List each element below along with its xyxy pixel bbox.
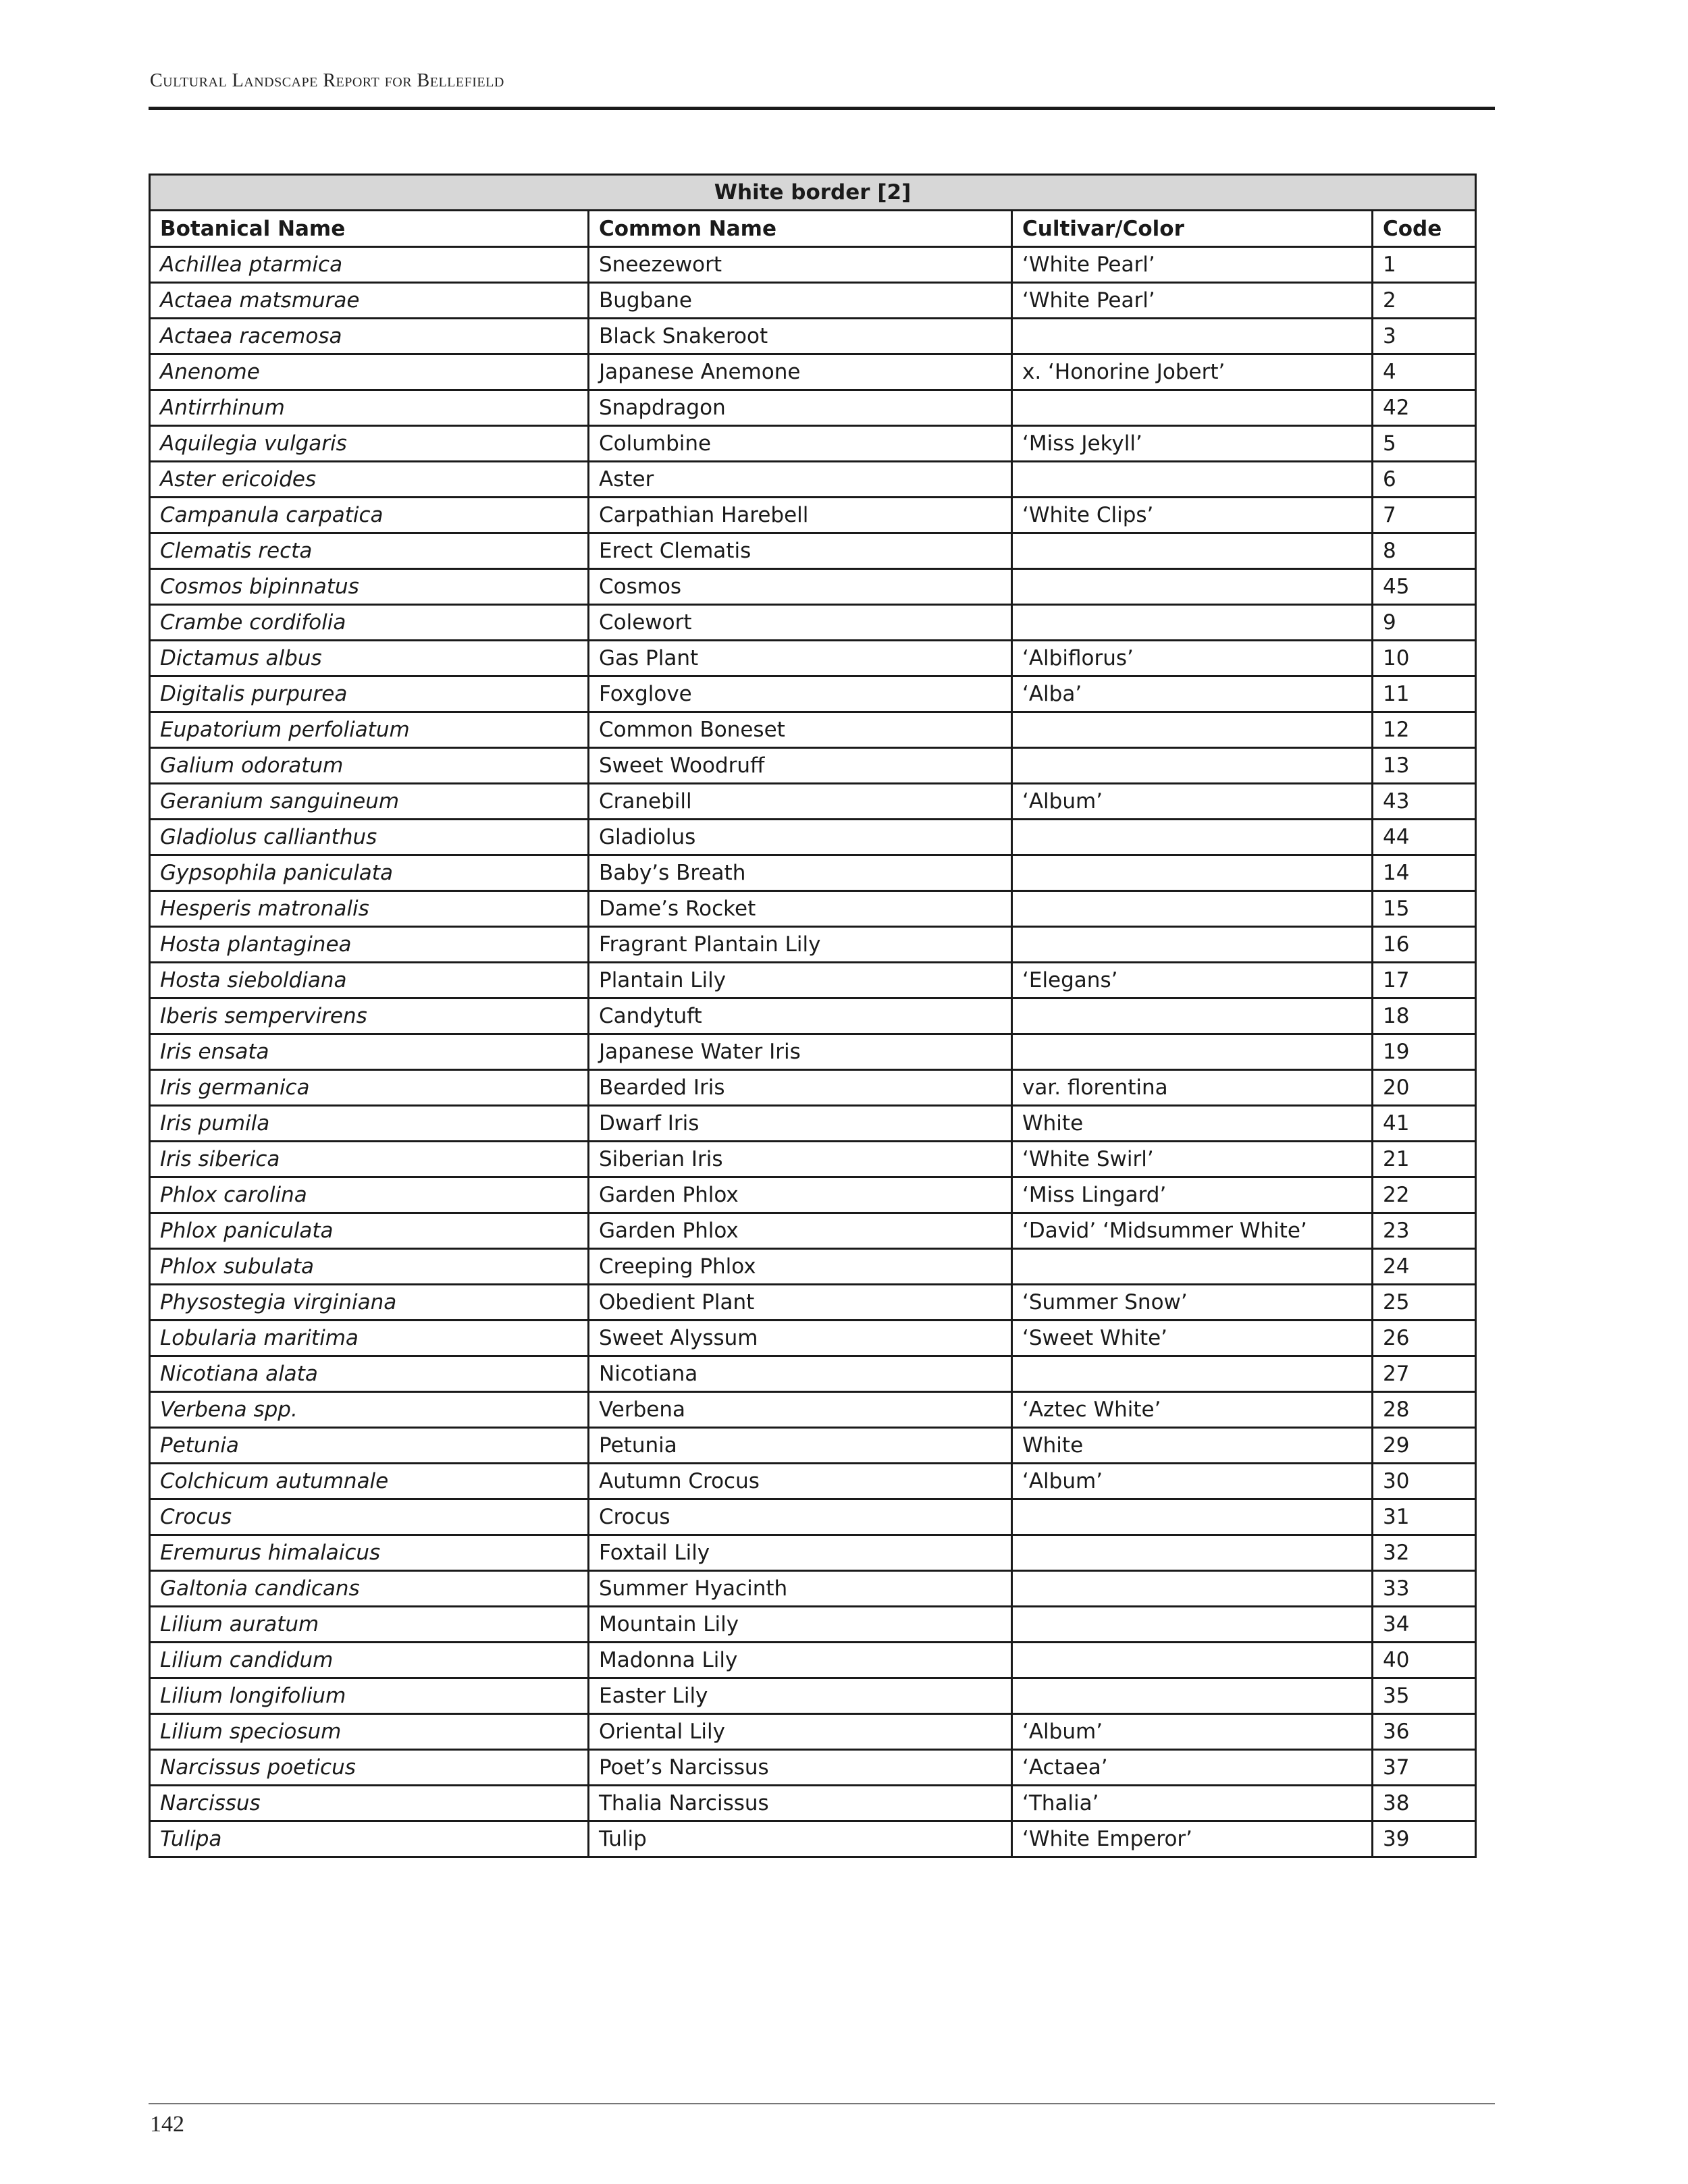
cell-botanical-name: Aquilegia vulgaris [150,426,589,462]
table-row [150,1643,1476,1678]
table-row [150,998,1476,1034]
cell-botanical-name: Aster ericoides [150,462,589,498]
cell-common-name: Siberian Iris [589,1142,1012,1177]
cell-cultivar [1012,891,1373,927]
table-row [150,1607,1476,1643]
cell-botanical-name: Eupatorium perfoliatum [150,712,589,748]
cell-common-name: Dwarf Iris [589,1106,1012,1142]
column-header-row [150,211,1476,247]
cell-common-name: Baby’s Breath [589,855,1012,891]
table-row [150,748,1476,784]
cell-common-name: Crocus [589,1499,1012,1535]
cell-botanical-name: Galtonia candicans [150,1571,589,1607]
cell-cultivar: ‘Actaea’ [1012,1750,1373,1786]
table-row [150,855,1476,891]
cell-botanical-name: Iris germanica [150,1070,589,1106]
cell-common-name: Gas Plant [589,641,1012,676]
cell-cultivar [1012,820,1373,855]
cell-botanical-name: Iris siberica [150,1142,589,1177]
table-row [150,1034,1476,1070]
table-row [150,498,1476,533]
cell-common-name: Common Boneset [589,712,1012,748]
cell-cultivar [1012,462,1373,498]
cell-common-name: Cosmos [589,569,1012,605]
cell-code: 25 [1373,1285,1476,1321]
cell-code: 29 [1373,1428,1476,1464]
cell-common-name: Bugbane [589,283,1012,319]
table-row [150,676,1476,712]
cell-cultivar: White [1012,1106,1373,1142]
cell-botanical-name: Lobularia maritima [150,1321,589,1356]
table-row [150,1499,1476,1535]
cell-botanical-name: Crambe cordifolia [150,605,589,641]
cell-code: 41 [1373,1106,1476,1142]
cell-botanical-name: Eremurus himalaicus [150,1535,589,1571]
footer-rule [149,2103,1495,2104]
cell-cultivar: ‘Album’ [1012,1714,1373,1750]
cell-cultivar [1012,748,1373,784]
cell-common-name: Erect Clematis [589,533,1012,569]
cell-cultivar [1012,569,1373,605]
cell-cultivar [1012,533,1373,569]
cell-common-name: Colewort [589,605,1012,641]
table-row [150,1321,1476,1356]
cell-code: 16 [1373,927,1476,963]
cell-botanical-name: Hesperis matronalis [150,891,589,927]
cell-code: 15 [1373,891,1476,927]
table-row [150,283,1476,319]
cell-common-name: Oriental Lily [589,1714,1012,1750]
cell-code: 11 [1373,676,1476,712]
cell-botanical-name: Geranium sanguineum [150,784,589,820]
cell-code: 14 [1373,855,1476,891]
table-row [150,462,1476,498]
cell-cultivar [1012,390,1373,426]
cell-cultivar: ‘White Clips’ [1012,498,1373,533]
cell-code: 22 [1373,1177,1476,1213]
table-row [150,1177,1476,1213]
cell-code: 8 [1373,533,1476,569]
cell-cultivar [1012,1499,1373,1535]
cell-botanical-name: Colchicum autumnale [150,1464,589,1499]
cell-cultivar [1012,1607,1373,1643]
cell-cultivar: ‘White Emperor’ [1012,1821,1373,1857]
cell-botanical-name: Phlox carolina [150,1177,589,1213]
table-title: White border [2] [150,175,1476,211]
table-row [150,1714,1476,1750]
table-row [150,1786,1476,1821]
cell-botanical-name: Actaea racemosa [150,319,589,354]
cell-code: 43 [1373,784,1476,820]
cell-code: 24 [1373,1249,1476,1285]
cell-code: 18 [1373,998,1476,1034]
cell-botanical-name: Gladiolus callianthus [150,820,589,855]
cell-common-name: Thalia Narcissus [589,1786,1012,1821]
cell-code: 45 [1373,569,1476,605]
column-header-cultivar: Cultivar/Color [1012,211,1373,247]
table-row [150,784,1476,820]
cell-botanical-name: Achillea ptarmica [150,247,589,283]
cell-cultivar: ‘Albiflorus’ [1012,641,1373,676]
cell-common-name: Black Snakeroot [589,319,1012,354]
cell-cultivar [1012,1678,1373,1714]
running-head: Cultural Landscape Report for Bellefield [150,70,504,91]
cell-botanical-name: Campanula carpatica [150,498,589,533]
cell-code: 23 [1373,1213,1476,1249]
cell-cultivar: ‘David’ ‘Midsummer White’ [1012,1213,1373,1249]
cell-botanical-name: Clematis recta [150,533,589,569]
cell-code: 12 [1373,712,1476,748]
cell-common-name: Dame’s Rocket [589,891,1012,927]
cell-cultivar [1012,855,1373,891]
cell-common-name: Autumn Crocus [589,1464,1012,1499]
table-row [150,927,1476,963]
cell-common-name: Bearded Iris [589,1070,1012,1106]
cell-cultivar [1012,1535,1373,1571]
cell-code: 5 [1373,426,1476,462]
cell-code: 4 [1373,354,1476,390]
table-row [150,390,1476,426]
cell-code: 36 [1373,1714,1476,1750]
table-row [150,1213,1476,1249]
cell-common-name: Japanese Water Iris [589,1034,1012,1070]
cell-botanical-name: Antirrhinum [150,390,589,426]
cell-common-name: Foxtail Lily [589,1535,1012,1571]
cell-code: 35 [1373,1678,1476,1714]
cell-botanical-name: Tulipa [150,1821,589,1857]
cell-cultivar: ‘Alba’ [1012,676,1373,712]
cell-code: 40 [1373,1643,1476,1678]
cell-common-name: Nicotiana [589,1356,1012,1392]
table-row [150,533,1476,569]
cell-code: 37 [1373,1750,1476,1786]
table-row [150,1821,1476,1857]
cell-cultivar [1012,1356,1373,1392]
cell-code: 6 [1373,462,1476,498]
table-row [150,1428,1476,1464]
column-header-common: Common Name [589,211,1012,247]
cell-common-name: Obedient Plant [589,1285,1012,1321]
cell-common-name: Plantain Lily [589,963,1012,998]
cell-common-name: Foxglove [589,676,1012,712]
column-header-botanical: Botanical Name [150,211,589,247]
table-row [150,354,1476,390]
cell-botanical-name: Lilium candidum [150,1643,589,1678]
cell-common-name: Creeping Phlox [589,1249,1012,1285]
cell-code: 31 [1373,1499,1476,1535]
column-header-code: Code [1373,211,1476,247]
cell-common-name: Tulip [589,1821,1012,1857]
cell-code: 28 [1373,1392,1476,1428]
cell-code: 20 [1373,1070,1476,1106]
table-body [150,247,1476,1857]
cell-code: 2 [1373,283,1476,319]
cell-cultivar: ‘Miss Jekyll’ [1012,426,1373,462]
cell-code: 3 [1373,319,1476,354]
cell-botanical-name: Physostegia virginiana [150,1285,589,1321]
table-row [150,1356,1476,1392]
cell-common-name: Aster [589,462,1012,498]
cell-common-name: Sneezewort [589,247,1012,283]
cell-botanical-name: Phlox paniculata [150,1213,589,1249]
cell-common-name: Snapdragon [589,390,1012,426]
cell-cultivar: ‘Album’ [1012,784,1373,820]
cell-cultivar: ‘Miss Lingard’ [1012,1177,1373,1213]
table-row [150,1464,1476,1499]
cell-botanical-name: Verbena spp. [150,1392,589,1428]
table-row [150,1249,1476,1285]
cell-common-name: Petunia [589,1428,1012,1464]
cell-code: 9 [1373,605,1476,641]
cell-cultivar [1012,1034,1373,1070]
table-row [150,1535,1476,1571]
table-row [150,1285,1476,1321]
cell-code: 13 [1373,748,1476,784]
cell-cultivar: ‘Thalia’ [1012,1786,1373,1821]
cell-cultivar [1012,319,1373,354]
table-row [150,1142,1476,1177]
cell-cultivar [1012,927,1373,963]
cell-botanical-name: Lilium longifolium [150,1678,589,1714]
table-row [150,963,1476,998]
cell-cultivar: var. florentina [1012,1070,1373,1106]
cell-cultivar: ‘Elegans’ [1012,963,1373,998]
cell-botanical-name: Digitalis purpurea [150,676,589,712]
cell-botanical-name: Crocus [150,1499,589,1535]
table-row [150,247,1476,283]
cell-botanical-name: Phlox subulata [150,1249,589,1285]
cell-botanical-name: Gypsophila paniculata [150,855,589,891]
cell-botanical-name: Narcissus poeticus [150,1750,589,1786]
table-row [150,1070,1476,1106]
cell-cultivar: ‘Summer Snow’ [1012,1285,1373,1321]
cell-cultivar: ‘White Pearl’ [1012,247,1373,283]
cell-cultivar: ‘White Swirl’ [1012,1142,1373,1177]
cell-cultivar [1012,1571,1373,1607]
cell-botanical-name: Lilium auratum [150,1607,589,1643]
table-row [150,820,1476,855]
cell-common-name: Sweet Alyssum [589,1321,1012,1356]
cell-cultivar [1012,998,1373,1034]
cell-code: 7 [1373,498,1476,533]
cell-code: 33 [1373,1571,1476,1607]
cell-cultivar: ‘Aztec White’ [1012,1392,1373,1428]
cell-code: 44 [1373,820,1476,855]
cell-botanical-name: Narcissus [150,1786,589,1821]
cell-common-name: Carpathian Harebell [589,498,1012,533]
cell-code: 19 [1373,1034,1476,1070]
table-row [150,1571,1476,1607]
cell-common-name: Verbena [589,1392,1012,1428]
cell-cultivar [1012,1643,1373,1678]
cell-common-name: Mountain Lily [589,1607,1012,1643]
cell-botanical-name: Iris ensata [150,1034,589,1070]
cell-common-name: Summer Hyacinth [589,1571,1012,1607]
cell-cultivar: ‘White Pearl’ [1012,283,1373,319]
cell-code: 32 [1373,1535,1476,1571]
cell-cultivar [1012,605,1373,641]
cell-botanical-name: Nicotiana alata [150,1356,589,1392]
table-row [150,319,1476,354]
plant-table [149,174,1477,1858]
cell-common-name: Easter Lily [589,1678,1012,1714]
cell-common-name: Garden Phlox [589,1213,1012,1249]
cell-common-name: Japanese Anemone [589,354,1012,390]
table-row [150,641,1476,676]
cell-cultivar: ‘Album’ [1012,1464,1373,1499]
cell-cultivar: ‘Sweet White’ [1012,1321,1373,1356]
cell-botanical-name: Lilium speciosum [150,1714,589,1750]
cell-common-name: Madonna Lily [589,1643,1012,1678]
cell-botanical-name: Dictamus albus [150,641,589,676]
cell-code: 38 [1373,1786,1476,1821]
cell-common-name: Candytuft [589,998,1012,1034]
cell-code: 34 [1373,1607,1476,1643]
cell-botanical-name: Iberis sempervirens [150,998,589,1034]
cell-botanical-name: Hosta sieboldiana [150,963,589,998]
cell-code: 26 [1373,1321,1476,1356]
cell-botanical-name: Iris pumila [150,1106,589,1142]
cell-code: 1 [1373,247,1476,283]
cell-botanical-name: Galium odoratum [150,748,589,784]
cell-code: 27 [1373,1356,1476,1392]
table-row [150,712,1476,748]
cell-cultivar: White [1012,1428,1373,1464]
cell-common-name: Sweet Woodruff [589,748,1012,784]
table-row [150,426,1476,462]
cell-code: 21 [1373,1142,1476,1177]
cell-cultivar [1012,1249,1373,1285]
cell-common-name: Poet’s Narcissus [589,1750,1012,1786]
cell-common-name: Fragrant Plantain Lily [589,927,1012,963]
page-number: 142 [150,2112,184,2137]
cell-code: 42 [1373,390,1476,426]
table-row [150,605,1476,641]
cell-common-name: Garden Phlox [589,1177,1012,1213]
cell-botanical-name: Actaea matsmurae [150,283,589,319]
table-row [150,1106,1476,1142]
cell-code: 30 [1373,1464,1476,1499]
table-row [150,569,1476,605]
cell-cultivar: x. ‘Honorine Jobert’ [1012,354,1373,390]
table-row [150,1392,1476,1428]
cell-botanical-name: Cosmos bipinnatus [150,569,589,605]
table-row [150,1678,1476,1714]
cell-botanical-name: Anenome [150,354,589,390]
cell-common-name: Gladiolus [589,820,1012,855]
cell-code: 39 [1373,1821,1476,1857]
cell-common-name: Columbine [589,426,1012,462]
header-rule [149,107,1495,110]
cell-code: 17 [1373,963,1476,998]
table-row [150,891,1476,927]
cell-botanical-name: Petunia [150,1428,589,1464]
cell-botanical-name: Hosta plantaginea [150,927,589,963]
table-row [150,1750,1476,1786]
cell-common-name: Cranebill [589,784,1012,820]
cell-cultivar [1012,712,1373,748]
cell-code: 10 [1373,641,1476,676]
